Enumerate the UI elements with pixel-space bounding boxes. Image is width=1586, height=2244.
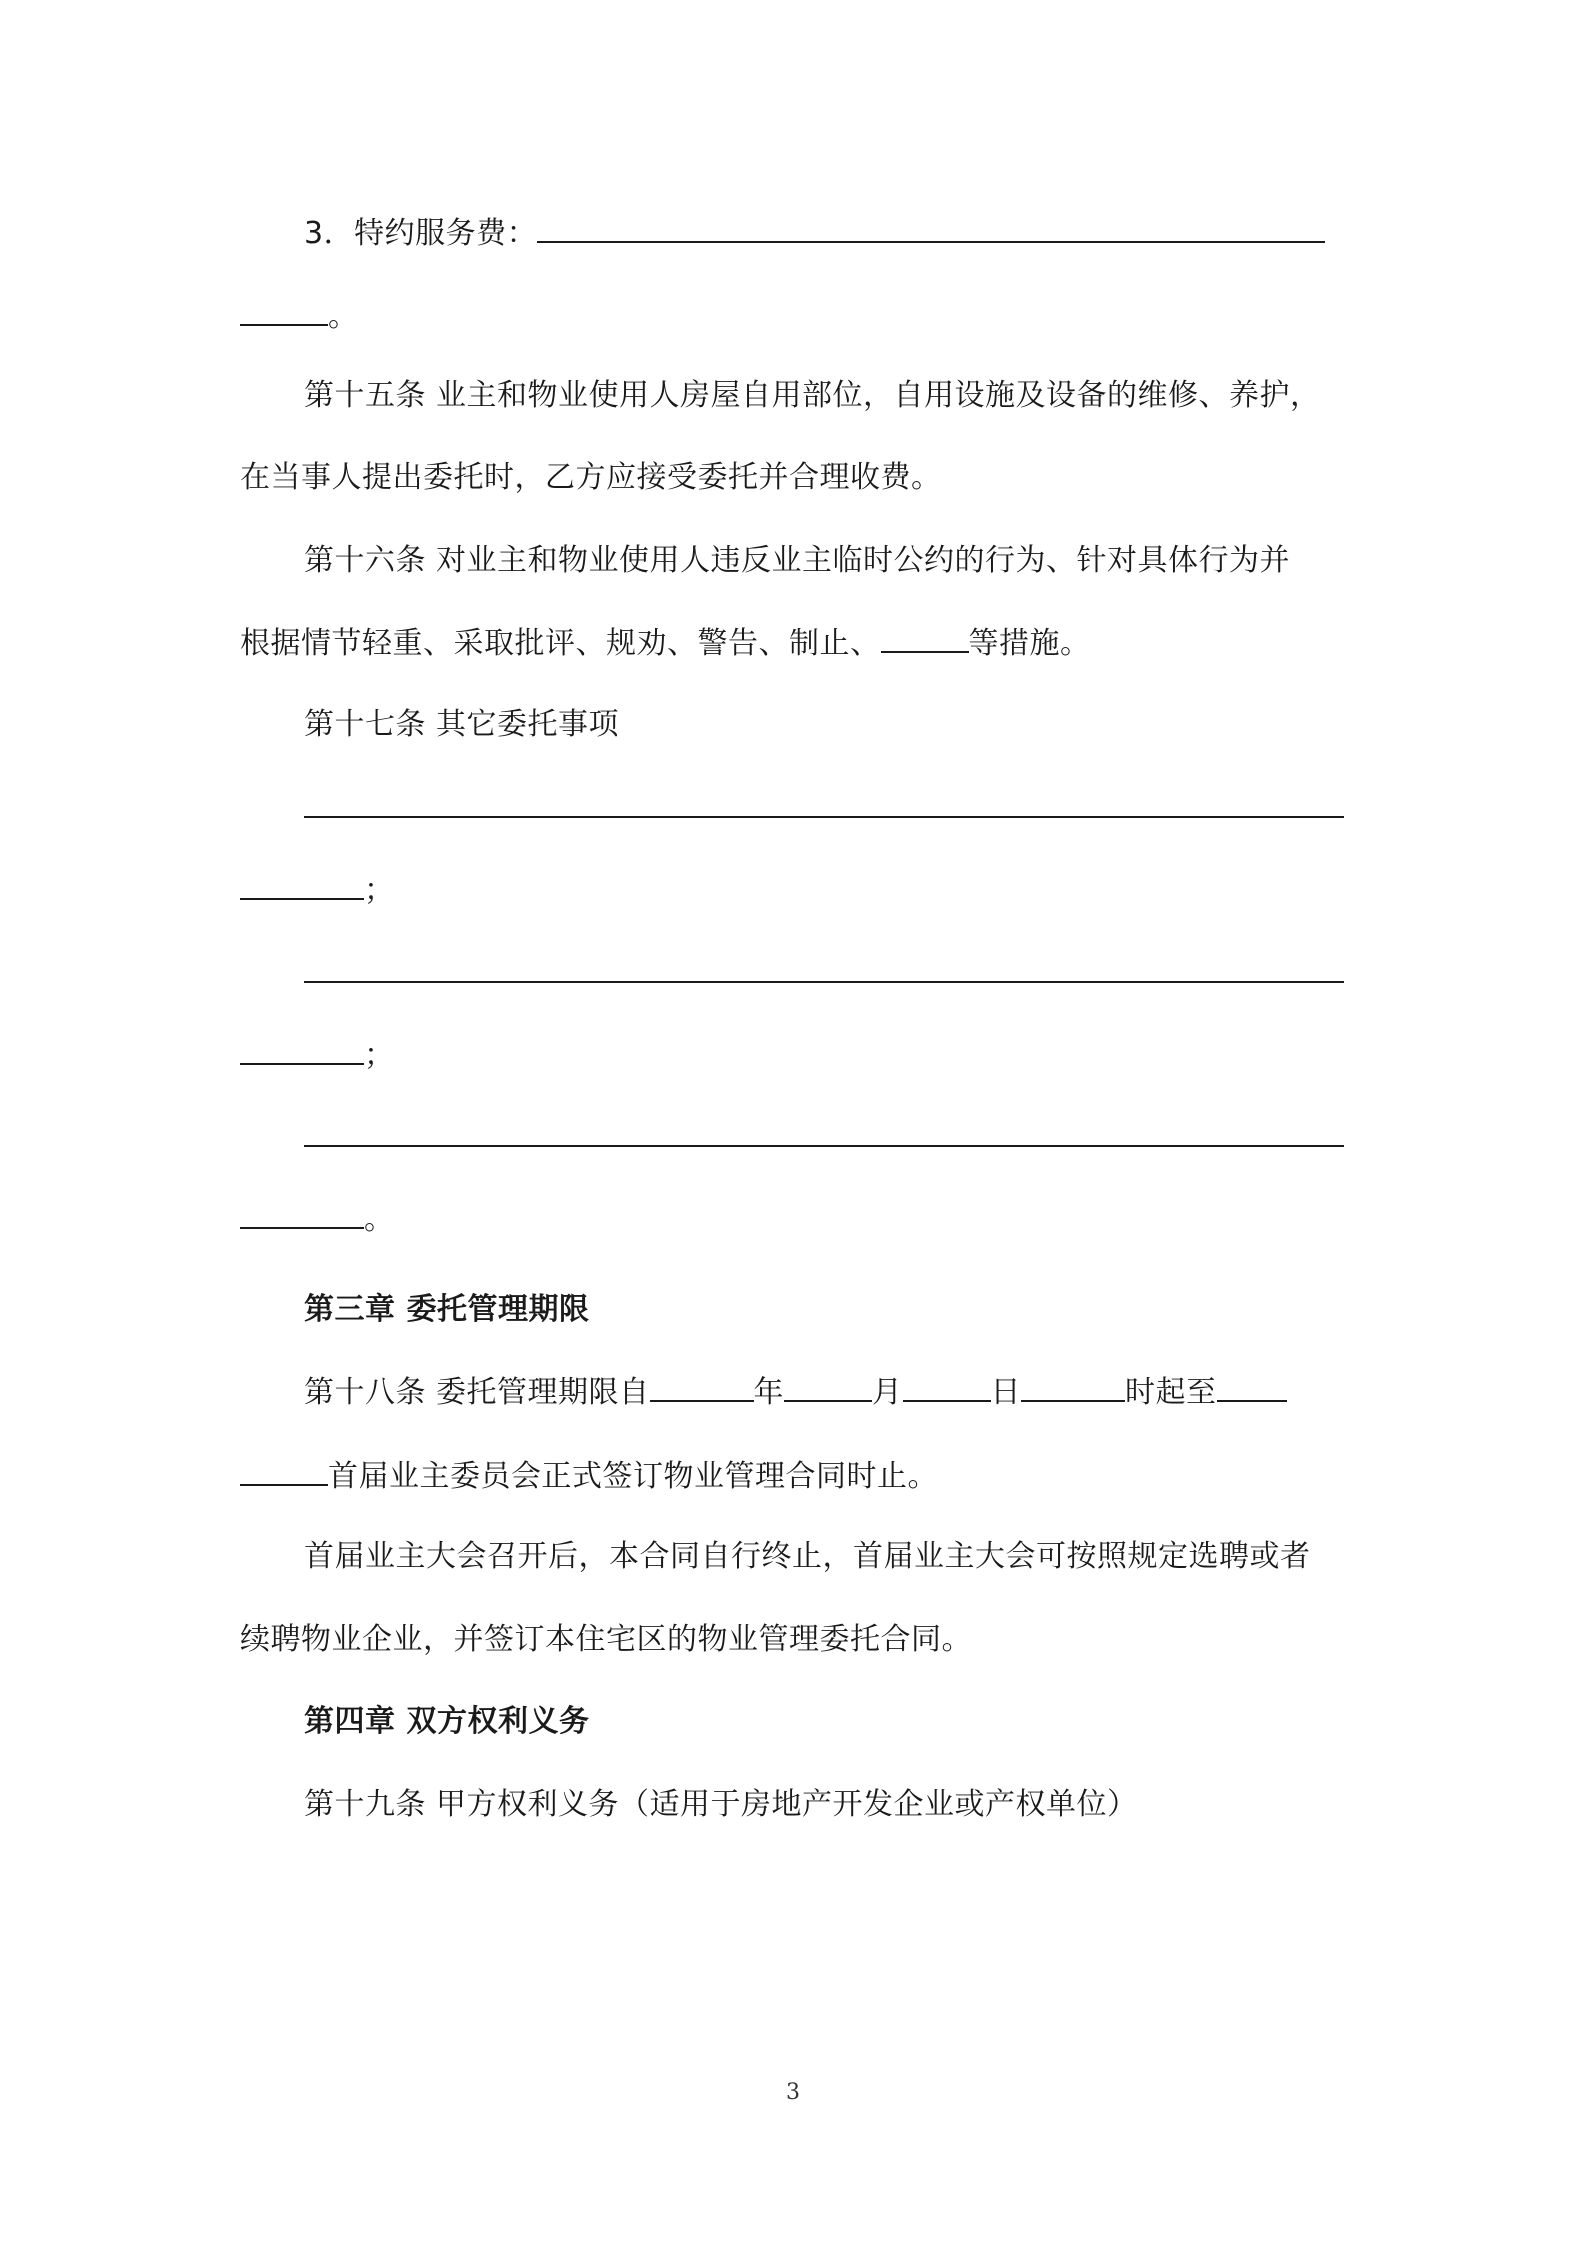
fill-blank: [240, 870, 364, 900]
hour-blank: [1021, 1372, 1125, 1402]
punctuation: 。: [364, 1202, 395, 1237]
article-18-line-1: [304, 1372, 1287, 1413]
article-16-line-2: [240, 623, 1091, 664]
fill-blank: [1217, 1372, 1287, 1402]
punctuation: 。: [328, 299, 359, 334]
year-blank: [650, 1372, 754, 1402]
article-19-heading: 第十九条 甲方权利义务（适用于房地产开发企业或产权单位）: [304, 1787, 1138, 1822]
article-16-text: 根据情节轻重、采取批评、规劝、警告、制止、: [240, 626, 881, 661]
article-16-line-1: 第十六条 对业主和物业使用人违反业主临时公约的行为、针对具体行为并: [304, 543, 1291, 578]
fill-blank: [240, 1456, 328, 1486]
article-18-text: 第十八条 委托管理期限自: [304, 1375, 650, 1410]
chapter-4-heading: 第四章 双方权利义务: [304, 1704, 590, 1739]
hour-label: 时起至: [1125, 1375, 1217, 1410]
article-18-suffix: 首届业主委员会正式签订物业管理合同时止。: [328, 1459, 938, 1494]
special-service-fee-continuation: [240, 296, 359, 337]
punctuation: ；: [364, 873, 395, 908]
fill-blank: [240, 1199, 364, 1229]
fill-blank: [240, 296, 328, 326]
article-15-line-1: 第十五条 业主和物业使用人房屋自用部位，自用设施及设备的维修、养护，: [304, 378, 1321, 413]
article-16-suffix: 等措施。: [968, 626, 1091, 661]
other-item-1-blank: [304, 788, 1344, 829]
chapter-3-heading: 第三章 委托管理期限: [304, 1292, 590, 1327]
year-label: 年: [753, 1375, 785, 1410]
other-item-2-continuation: [240, 1035, 395, 1076]
other-item-3-blank: [304, 1117, 1344, 1158]
month-label: 月: [872, 1375, 903, 1410]
article-17-heading: 第十七条 其它委托事项: [304, 707, 620, 742]
fill-blank: [537, 213, 1325, 243]
page-number: 3: [786, 2080, 800, 2105]
other-item-1-continuation: [240, 870, 395, 911]
fill-blank: [304, 953, 1344, 983]
fill-blank: [881, 623, 969, 653]
special-service-fee-line: [304, 213, 1325, 254]
fill-blank: [304, 788, 1344, 818]
article-15-line-2: 在当事人提出委托时，乙方应接受委托并合理收费。: [240, 460, 942, 495]
fill-blank: [240, 1035, 364, 1065]
other-item-2-blank: [304, 953, 1344, 994]
day-blank: [903, 1372, 991, 1402]
article-18-line-2: [240, 1456, 938, 1497]
other-item-3-continuation: [240, 1199, 395, 1240]
special-service-fee-label: 3．特约服务费：: [304, 216, 538, 251]
day-label: 日: [990, 1375, 1022, 1410]
fill-blank: [304, 1117, 1344, 1147]
punctuation: ；: [364, 1038, 395, 1073]
month-blank: [784, 1372, 872, 1402]
first-owners-assembly-line-1: 首届业主大会召开后，本合同自行终止，首届业主大会可按照规定选聘或者: [304, 1539, 1311, 1574]
first-owners-assembly-line-2: 续聘物业企业，并签订本住宅区的物业管理委托合同。: [240, 1622, 972, 1657]
